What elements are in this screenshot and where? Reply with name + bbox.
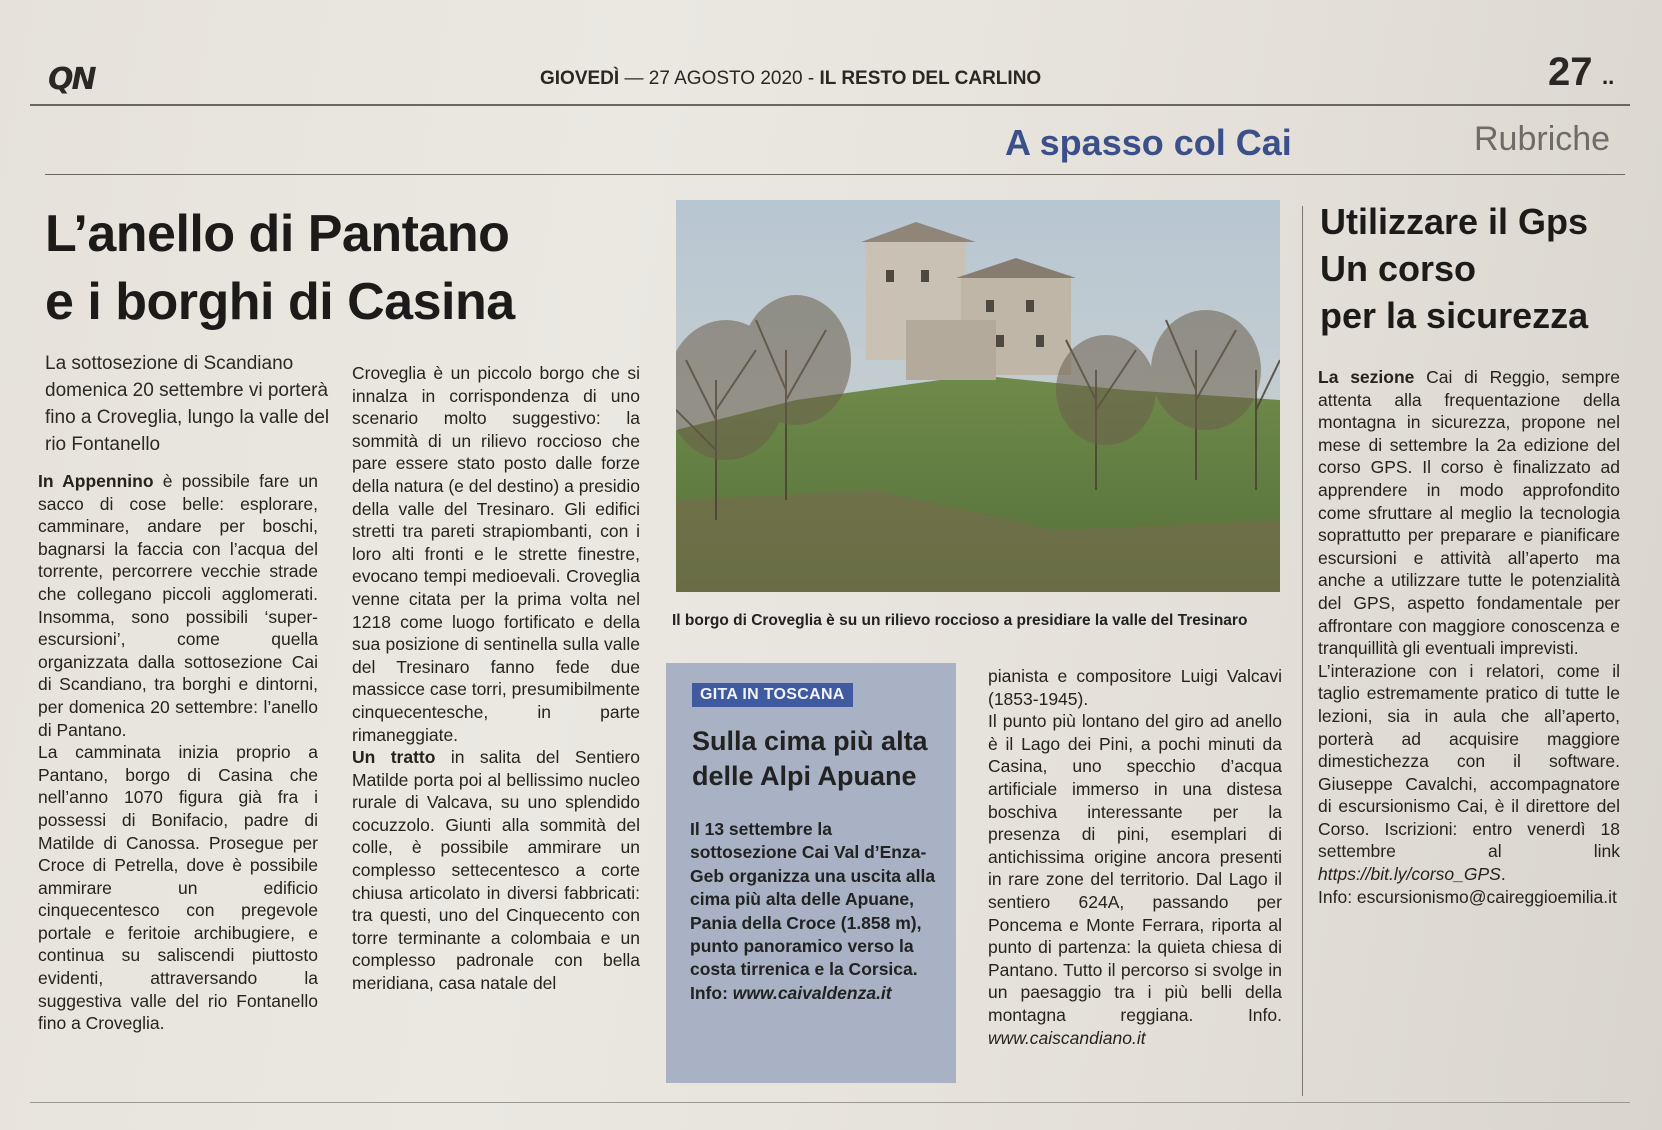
section-rule [45, 174, 1625, 175]
article-column-3 [988, 665, 1282, 1049]
col1-paragraph-1 [38, 470, 318, 741]
col1-lead: In Appennino [38, 471, 154, 491]
col3-paragraph-1: pianista e compositore Luigi Valcavi (1853-1945). [988, 666, 1282, 709]
sidebar-headline-line-3: per la sicurezza [1320, 295, 1589, 336]
sidebar-headline-line-1: Utilizzare il Gps [1320, 201, 1589, 242]
article-column-1 [38, 470, 318, 1035]
col3-paragraph-2 [988, 710, 1282, 1049]
masthead-rule [30, 104, 1630, 106]
section-title: A spasso col Cai [1005, 122, 1292, 163]
article-subhead: La sottosezione di Scandiano domenica 20 settembre vi porterà fino a Croveglia, lungo la valle del rio Fontanello [45, 353, 330, 455]
sidebar-text-2: L’interazione con i relatori, come il taglio estremamente pratico di tutte le lezioni, sia in aula che all’aperto, porterà ad acquisire maggiore dimestichezza con il software. Giuseppe Cavalchi, accompagnatore di escursionismo Cai, è il direttore del Corso. Iscrizioni: entro venerdì 18 settembre al link [1318, 660, 1620, 862]
col3-text-2: Il punto più lontano del giro ad anello è il Lago dei Pini, a pochi minuti da Casina, uno specchio d’acqua artificiale immerso in una distesa boschiva interessante per la presenza di pini, esemplari di antichissima origine ancora presenti in rare zone del territorio. Dal Lago il sentiero 624A, passando per Poncema e Monte Ferrara, riporta al punto di partenza: la quieta chiesa di Pantano. Tutto il percorso si svolge in un paesaggio tra i più belli della montagna reggiana. Info. [988, 711, 1282, 1025]
sidebar-text-2-end: . [1500, 864, 1506, 885]
sidebar-paragraph-1 [1318, 366, 1620, 660]
sidebar-headline-line-2: Un corso [1320, 248, 1477, 289]
sidebox-tag: GITA IN TOSCANA [692, 683, 853, 707]
masthead-line [540, 68, 1140, 90]
sidebar-paragraph-2 [1318, 660, 1620, 886]
category-label: Rubriche [1474, 120, 1611, 158]
sidebar-lead: La sezione [1318, 367, 1415, 387]
masthead-sep-2: - [807, 68, 820, 89]
col2-lead: Un tratto [352, 747, 436, 768]
headline-line-2: e i borghi di Casina [45, 273, 515, 331]
photo-caption: Il borgo di Croveglia è su un rilievo roccioso a presidiare la valle del Tresinaro [672, 612, 1248, 629]
sidebox-text [690, 818, 940, 1005]
qn-logo: QN [48, 62, 95, 97]
croveglia-photo [676, 200, 1280, 592]
masthead-date: 27 AGOSTO 2020 [648, 68, 803, 89]
bottom-rule [30, 1102, 1630, 1103]
sidebox-lead: Il 13 settembre [690, 819, 813, 839]
sidebox-title: Sulla cima più alta delle Alpi Apuane [692, 726, 928, 791]
sidebar-text-1: Cai di Reggio, sempre attenta alla frequentazione della montagna in sicurezza, propone nel mese di settembre la 2a edizione del corso GPS. Il corso è finalizzato ad apprendere in modo approfondito come sfruttare al meglio la tecnologia soprattutto per preparare e pianificare escursioni e attività all’aperto ma anche a utilizzare tutte le potenzialità del GPS, aspetto fondamentale per affrontare con maggiore conoscenza e tranquillità gli eventuali imprevisti. [1318, 367, 1621, 659]
sidebar-divider [1302, 206, 1303, 1096]
photo-illustration [676, 200, 1280, 592]
sidebar-info: Info: escursionismo@caireggioemilia.it [1318, 886, 1617, 907]
sidebar-headline [1320, 198, 1630, 339]
masthead-sep-1: — [624, 68, 649, 89]
col2-paragraph-1: Croveglia è un piccolo borgo che si innalza in corrispondenza di uno scenario molto suggestivo: la sommità di un rilievo roccioso che pare essere stato posto dalle forze della natura (e del destino) a presidio della valle del Tresinaro. Gli edifici stretti tra pareti strapiombanti, con i loro alti fronti e le strette finestre, evocano tempi medioevali. Croveglia venne citata per la prima volta nel 1218 come luogo fortificato e della sua posizione di sentinella sulla valle del Tresinaro fanno fede due massicce case torri, presumibilmente cinquecentesche, in parte rimaneggiate. [352, 363, 640, 745]
sidebar-link[interactable]: https://bit.ly/corso_GPS [1318, 864, 1501, 885]
sidebox-link[interactable]: www.caivaldenza.it [732, 982, 892, 1003]
headline-line-1: L’anello di Pantano [45, 205, 510, 263]
col1-paragraph-2: La camminata inizia proprio a Pantano, borgo di Casina che nell’anno 1070 figura già fra i possessi di Bonifacio, padre di Matilde di Canossa. Prosegue per Croce di Petrella, dove è possibile ammirare un edificio cinquecentesco con pregevole portale e feritoie archibugiere, e continua su saliscendi piuttosto evidenti, attraversando la suggestiva valle del rio Fontanello fino a Croveglia. [38, 742, 318, 1034]
col2-text-2: in salita del Sentiero Matilde porta poi al bellissimo nucleo rurale di Valcava, su uno splendido cocuzzolo. Giunti alla sommità del colle, è possibile ammirare un complesso settecentesco a corte chiusa articolato in diversi fabbricati: tra questi, uno del Cinquecento con torre terminante a colombaia e un complesso padronale con bella meridiana, casa natale del [352, 747, 640, 994]
sidebox-body: la sottosezione Cai Val d’Enza-Geb organizza una uscita alla cima più alta delle Apuane, Pania della Croce (1.858 m), punto panoramico verso la costa tirrenica e la Corsica. Info: [690, 819, 936, 1003]
col1-text-1: è possibile fare un sacco di cose belle: esplorare, camminare, andare per boschi, bagnarsi la faccia con l’acqua del torrente, percorrere vecchie strade che collegano piccoli agglomerati. Insomma, sono possibili ‘super-escursioni’, come quella organizzata dalla sottosezione Cai di Scandiano, tra borghi e dintorni, per domenica 20 settembre: l’anello di Pantano. [38, 471, 318, 740]
article-column-2 [352, 362, 640, 995]
article-headline [45, 200, 665, 336]
col2-paragraph-2 [352, 746, 640, 995]
col3-link[interactable]: www.caiscandiano.it [988, 1027, 1146, 1048]
sidebar-column [1318, 366, 1620, 908]
masthead-paper: IL RESTO DEL CARLINO [819, 68, 1042, 89]
page-number-dots: .. [1602, 64, 1615, 89]
masthead-day: GIOVEDÌ [540, 68, 620, 89]
page-number: 27 [1548, 50, 1593, 94]
